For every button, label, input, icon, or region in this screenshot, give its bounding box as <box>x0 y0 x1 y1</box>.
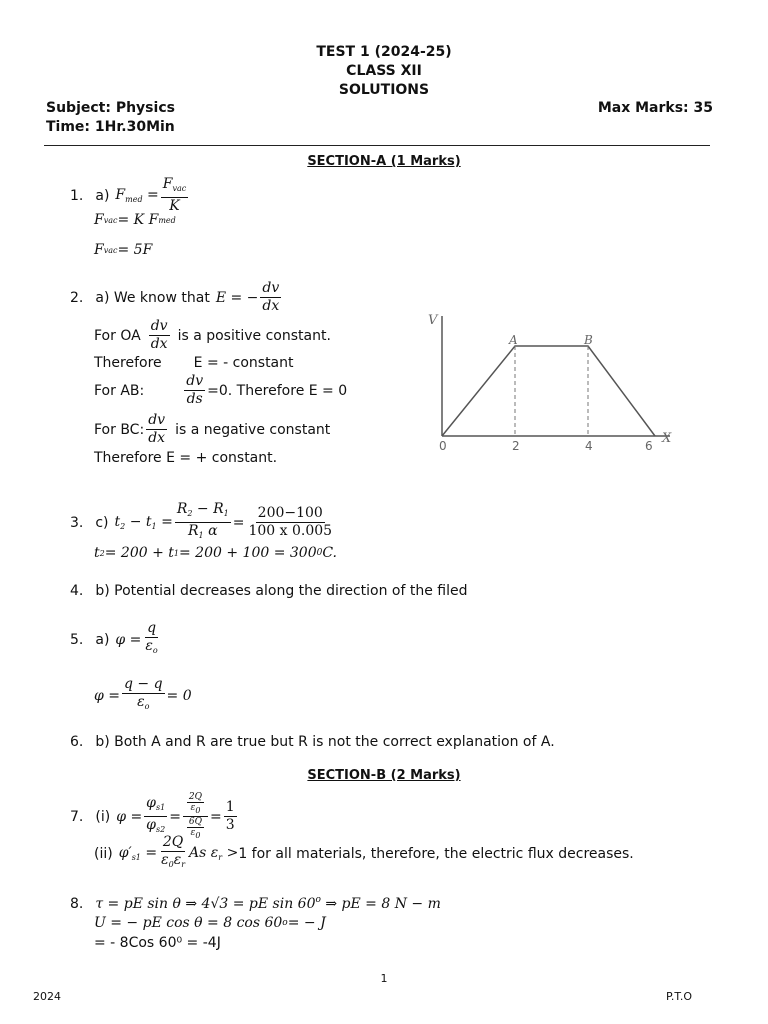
q1-number: 1. <box>70 187 84 204</box>
question-5 <box>70 620 162 659</box>
q8-energy-value: = - 8Cos 60⁰ = -4J <box>94 935 221 951</box>
q5-fraction-1: $\frac{q}{\varepsilon_o}$ <box>145 620 158 655</box>
q7-phi: φ = <box>116 808 143 825</box>
q1-formula-3: F vac = 5F <box>94 242 153 258</box>
footer-pto: P.T.O <box>666 990 692 1003</box>
q2-oa-text: is a positive constant. <box>177 327 331 344</box>
q5-fraction-2: $\frac{q - q}{\varepsilon_o}$ <box>123 676 163 711</box>
page-number: 1 <box>380 972 388 985</box>
q2-therefore-2: Therefore E = + constant. <box>94 450 278 466</box>
q2-bc-line <box>94 412 330 447</box>
q3-lhs: $t_2 - t_1$ = <box>114 514 173 531</box>
q2-oa-line <box>94 318 331 353</box>
max-marks-label: Max Marks: 35 <box>597 100 713 116</box>
graph-y-label: V <box>428 313 438 328</box>
graph-point-b: B <box>584 333 593 347</box>
q2-bc-label: For BC: <box>94 421 145 438</box>
q5-number: 5. <box>70 631 84 648</box>
question-7: 7. (i) φ = $\frac{\varphi_{s1}}{\varphi_{s2}}$ = $\frac{\frac{2Q}{\varepsilon 0}}{\frac{6Q}{\varepsilon 0}}$ = $\frac{1}{3}$ <box>70 792 235 840</box>
section-a-heading: SECTION-A (1 Marks) <box>307 154 461 169</box>
question-8 <box>70 895 441 912</box>
q1-option: a) <box>95 187 110 204</box>
q2-bc-text: is a negative constant <box>175 421 331 438</box>
q8-torque: τ = pE sin θ ⇒ 4√3 = pE sin 60$^o$ ⇒ pE = 8 N − m <box>95 895 441 912</box>
q2-number: 2. <box>70 289 84 306</box>
q1-formula-1: $F_{med}$ = <box>115 187 159 204</box>
q6-text: b) Both A and R are true but R is not the correct explanation of A. <box>95 734 555 750</box>
test-title: TEST 1 (2024-25) <box>316 44 452 60</box>
q2-therefore1-value: E = - constant <box>193 355 294 371</box>
section-b-heading: SECTION-B (2 Marks) <box>307 768 461 783</box>
q8-energy: U = − pE cos θ = 8 cos 60 o = − J <box>94 915 326 931</box>
q7-result: $\frac{1}{3}$ <box>225 799 235 833</box>
q5-phi: φ = <box>115 631 142 648</box>
graph-tick-2: 2 <box>512 439 520 453</box>
graph-trapezoid <box>442 346 655 436</box>
q7-part2-fraction: $\frac{2Q}{\varepsilon_0\varepsilon_r}$ <box>161 834 186 869</box>
q2-dv-dx: $\frac{dv}{dx}$ <box>262 280 280 314</box>
q7-flux-ratio: $\frac{\varphi_{s1}}{\varphi_{s2}}$ <box>146 795 166 834</box>
graph-tick-6: 6 <box>645 439 653 453</box>
question-6 <box>70 734 555 750</box>
q1-formula-2: F vac = K F med <box>94 212 176 228</box>
q3-fraction-1: $\frac{R_2 - R_1}{R_1 \alpha}$ <box>176 501 229 540</box>
q7-as-er: As $\varepsilon_r$ > <box>189 845 239 862</box>
class-title: CLASS XII <box>346 63 422 79</box>
q2-oa-label: For OA <box>94 327 141 344</box>
q2-intro: a) We know that <box>95 289 210 306</box>
question-2 <box>70 280 283 315</box>
q2-ab-label: For AB: <box>94 382 145 399</box>
header-divider <box>44 145 710 146</box>
graph-tick-4: 4 <box>585 439 593 453</box>
q3-result: t 2 = 200 + t 1 = 200 + 100 = 300 0 C. <box>94 545 338 561</box>
graph-origin-label: 0 <box>439 439 447 453</box>
footer-year: 2024 <box>33 990 61 1003</box>
time-label: Time: 1Hr.30Min <box>46 119 175 135</box>
q7-number: 7. <box>70 808 84 825</box>
q3-option: c) <box>95 514 109 531</box>
question-3: 3. c) $t_2 - t_1$ = $\frac{R_2 - R_1}{R_1 \alpha}$ = $\frac{200-100}{100 x 0.005}$ <box>70 501 336 544</box>
q2-bc-dvdx: $\frac{dv}{dx}$ <box>148 412 166 446</box>
q7-charge-ratio: $\frac{\frac{2Q}{\varepsilon 0}}{\frac{6Q}{\varepsilon 0}}$ <box>183 792 208 841</box>
q5-option: a) <box>95 631 110 648</box>
q2-ab-dvds: $\frac{dv}{ds}$ <box>186 373 204 407</box>
graph-x-label: X <box>662 431 672 446</box>
q6-number: 6. <box>70 734 84 750</box>
q4-text: b) Potential decreases along the direction of the filed <box>95 583 468 599</box>
solutions-title: SOLUTIONS <box>338 82 430 98</box>
q2-therefore1-label: Therefore <box>94 355 162 371</box>
q5-result: φ = $\frac{q - q}{\varepsilon_o}$ = 0 <box>94 676 192 715</box>
question-4 <box>70 583 467 599</box>
q2-therefore-1 <box>94 355 294 371</box>
q4-number: 4. <box>70 583 84 599</box>
q7-phi-prime: $\varphi'_{s1}$ = <box>118 845 158 862</box>
graph-point-a: A <box>509 333 518 347</box>
q2-field-formula: E = − <box>215 289 259 306</box>
q3-fraction-2: $\frac{200-100}{100 x 0.005}$ <box>248 505 333 539</box>
q1-fraction: $\frac{F_{vac}}{K}$ <box>162 176 187 214</box>
q7-part2-text: 1 for all materials, therefore, the electric flux decreases. <box>238 845 634 862</box>
q2-ab-text: =0. Therefore E = 0 <box>207 382 348 399</box>
q7-part1-label: (i) <box>95 808 111 825</box>
subject-label: Subject: Physics <box>46 100 175 116</box>
q2-ab-line <box>94 373 347 408</box>
q7-part-2 <box>94 834 634 873</box>
q7-part2-label: (ii) <box>94 845 113 862</box>
q2-oa-dvdx: $\frac{dv}{dx}$ <box>150 318 168 352</box>
q8-number: 8. <box>70 895 84 912</box>
question-1 <box>70 176 190 215</box>
q3-number: 3. <box>70 514 84 531</box>
potential-graph <box>420 308 690 458</box>
